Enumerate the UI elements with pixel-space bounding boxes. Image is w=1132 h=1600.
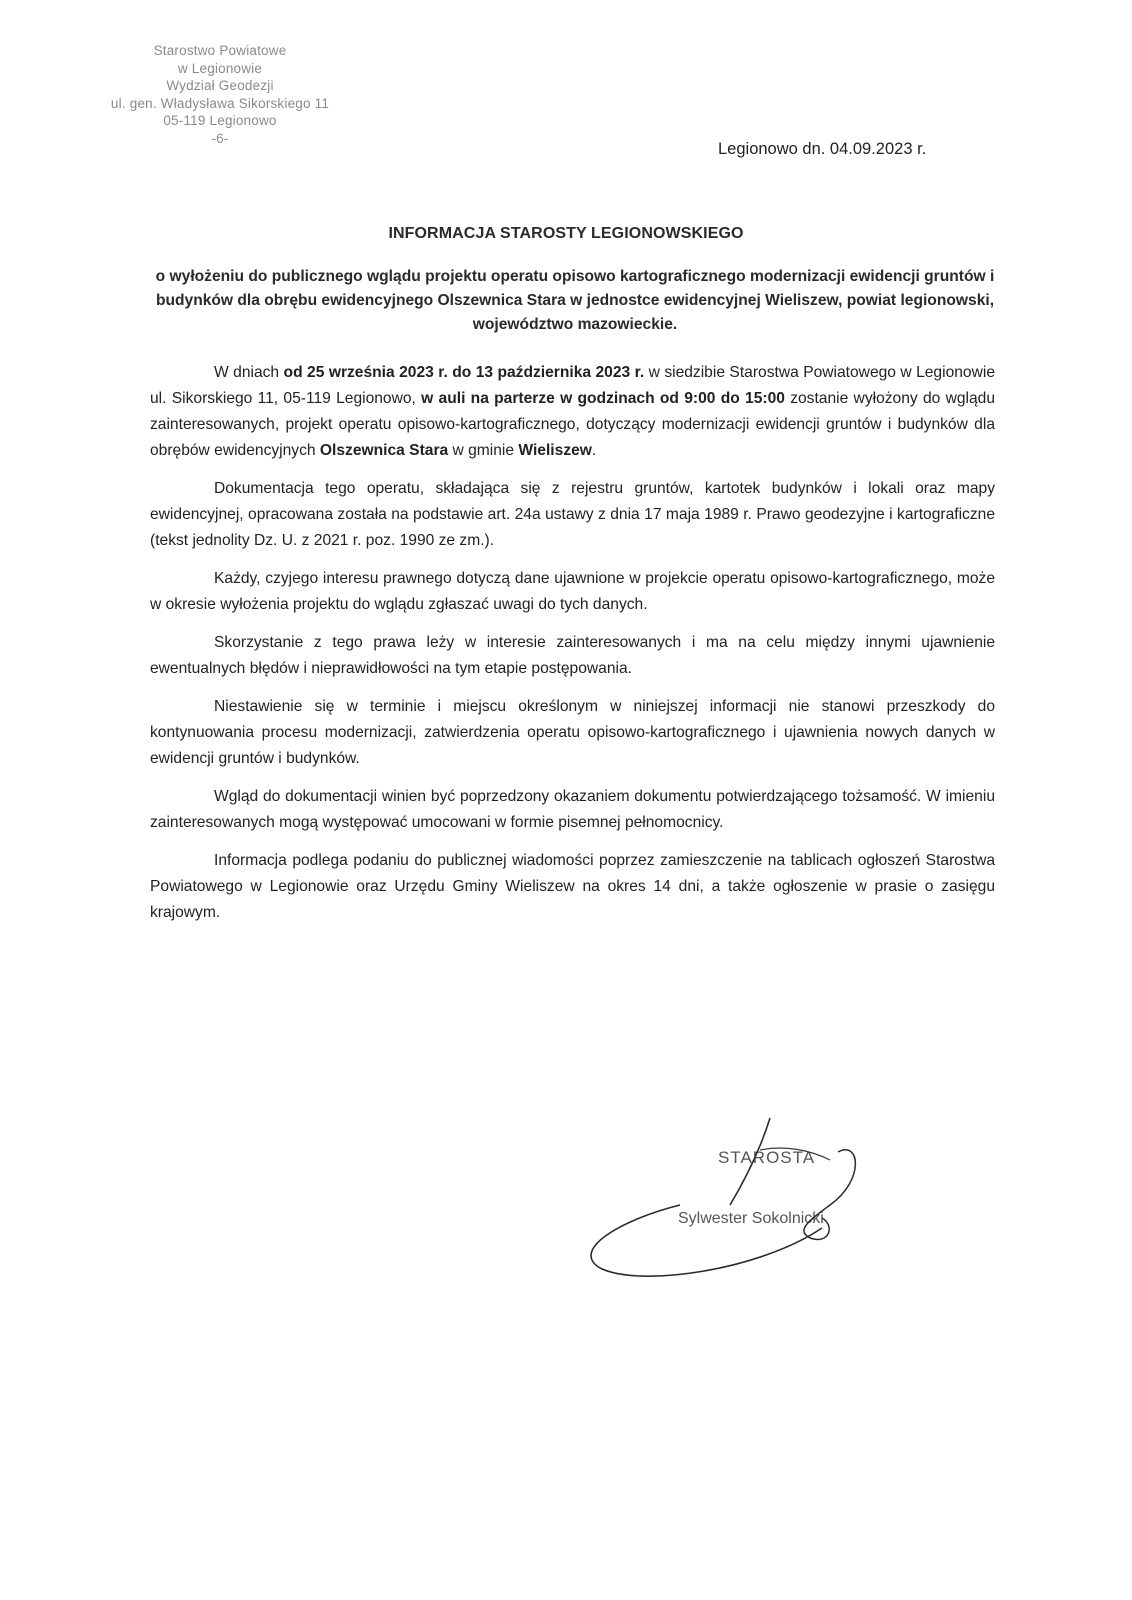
text-span: w siedzibie Starostwa Powiatowego w Legionowie ul. Sikorskiego 11, 05-119 Legionowo, — [150, 364, 995, 407]
bold-span: Wieliszew — [518, 442, 592, 459]
paragraph-schedule — [150, 360, 995, 464]
bold-span: Olszewnica Stara — [319, 442, 449, 459]
bold-span: w auli na parterze w godzinach od 9:00 do 15:00 — [421, 390, 785, 407]
paragraph-interest: Skorzystanie z tego prawa leży w interesie zainteresowanych i ma na celu między innymi ujawnienie ewentualnych błędów i nieprawidłowości na tym etapie postępowania. — [150, 634, 995, 677]
paragraph-identity: Wgląd do dokumentacji winien być poprzedzony okazaniem dokumentu potwierdzającego tożsamość. W imieniu zainteresowanych mogą występować umocowani w formie pisemnej pełnomocnicy. — [150, 788, 995, 831]
stamp-line: w Legionowie — [177, 60, 263, 76]
stamp-line: Wydział Geodezji — [166, 78, 274, 93]
document-body — [150, 360, 995, 938]
signature-title: STAROSTA — [718, 1148, 816, 1167]
paragraph-absence: Niestawienie się w terminie i miejscu określonym w niniejszej informacji nie stanowi przeszkody do kontynuowania procesu modernizacji, zatwierdzenia operatu opisowo-kartograficznego i ujawnienia nowych danych w ewidencji gruntów i budynków. — [150, 698, 995, 767]
paragraph-documentation: Dokumentacja tego operatu, składająca się z rejestru gruntów, kartotek budynków i lokali oraz mapy ewidencyjnej, opracowana została na podstawie art. 24a ustawy z dnia 17 maja 1989 r. Prawo geodezyjne i kartograficzne (tekst jednolity Dz. U. z 2021 r. poz. 1990 ze zm.). — [150, 480, 995, 549]
stamp-line: -6- — [211, 130, 229, 146]
text-span: w gminie — [448, 442, 519, 459]
document-date: Legionowo dn. 04.09.2023 r. — [718, 140, 927, 158]
paragraph-publication: Informacja podlega podaniu do publicznej wiadomości poprzez zamieszczenie na tablicach ogłoszeń Starostwa Powiatowego w Legionowie oraz Urzędu Gminy Wieliszew na okres 14 dni, a także ogłoszenie w prasie o zasięgu krajowym. — [150, 852, 995, 921]
stamp-line: Starostwo Powiatowe — [153, 43, 287, 58]
text-span: zostanie wyłożony do wglądu zainteresowanych, projekt operatu opisowo-kartograficznego, dotyczący modernizacji ewidencji gruntów i budynków dla obrębów ewidencyjnych — [150, 390, 996, 459]
handwritten-signature — [560, 1110, 900, 1300]
bold-span: od 25 września 2023 r. do 13 października 2023 r. — [283, 364, 645, 381]
signature-block — [560, 1110, 900, 1300]
office-stamp — [70, 42, 370, 147]
stamp-line: ul. gen. Władysława Sikorskiego 11 — [110, 95, 330, 111]
paragraph-remarks: Każdy, czyjego interesu prawnego dotyczą dane ujawnione w projekcie operatu opisowo-kartograficznego, może w okresie wyłożenia projektu do wglądu zgłaszać uwagi do tych danych. — [150, 570, 995, 613]
text-span: . — [591, 442, 597, 459]
signature-name: Sylwester Sokolnicki — [678, 1210, 824, 1227]
stamp-line: 05-119 Legionowo — [163, 113, 277, 128]
text-span: W dniach — [214, 364, 284, 381]
document-title: INFORMACJA STAROSTY LEGIONOWSKIEGO — [388, 225, 744, 242]
document-subtitle: o wyłożeniu do publicznego wglądu projektu operatu opisowo kartograficznego modernizacji ewidencji gruntów i budynków dla obrębu ewidencyjnego Olszewnica Stara w jednostce ewidencyjnej Wieliszew, powiat legionowski, województwo mazowieckie. — [155, 268, 995, 333]
